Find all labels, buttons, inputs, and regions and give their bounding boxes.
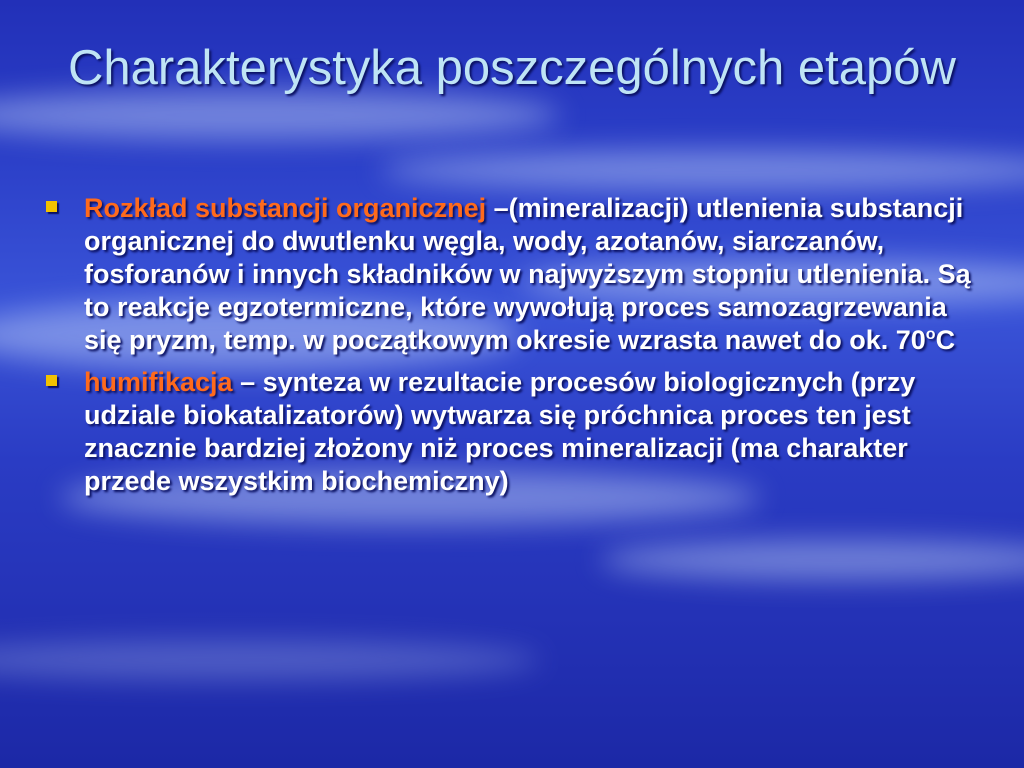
square-bullet-icon [46,375,57,386]
bullet-text [84,192,984,357]
bullet-description: –(mineralizacji) utlenienia substancji organicznej do dwutlenku węgla, wody, azotanów, siarczanów, fosforanów i innych składników w najwyższym stopniu utlenienia. Są to reakcje egzotermiczne, które wywołują proces samozagrzewania się pryzm, temp. w początkowym okresie wzrasta nawet do ok. 70 [84,193,971,355]
term-highlight: Rozkład substancji organicznej [84,193,487,223]
degree-superscript: o [925,326,936,343]
term-highlight: humifikacja [84,367,233,397]
slide-title: Charakterystyka poszczególnych etapów [68,41,956,95]
unit-suffix: C [935,325,956,355]
bullet-list [44,192,984,507]
bullet-item-mineralization [44,192,984,357]
bullet-item-humification [44,366,984,498]
bullet-text [84,366,984,498]
bullet-description: – synteza w rezultacie procesów biologicznych (przy udziale biokatalizatorów) wytwarza się próchnica proces ten jest znacznie bardziej złożony niż proces mineralizacji (ma charakter przede wszystkim biochemiczny) [84,367,916,496]
square-bullet-icon [46,201,57,212]
